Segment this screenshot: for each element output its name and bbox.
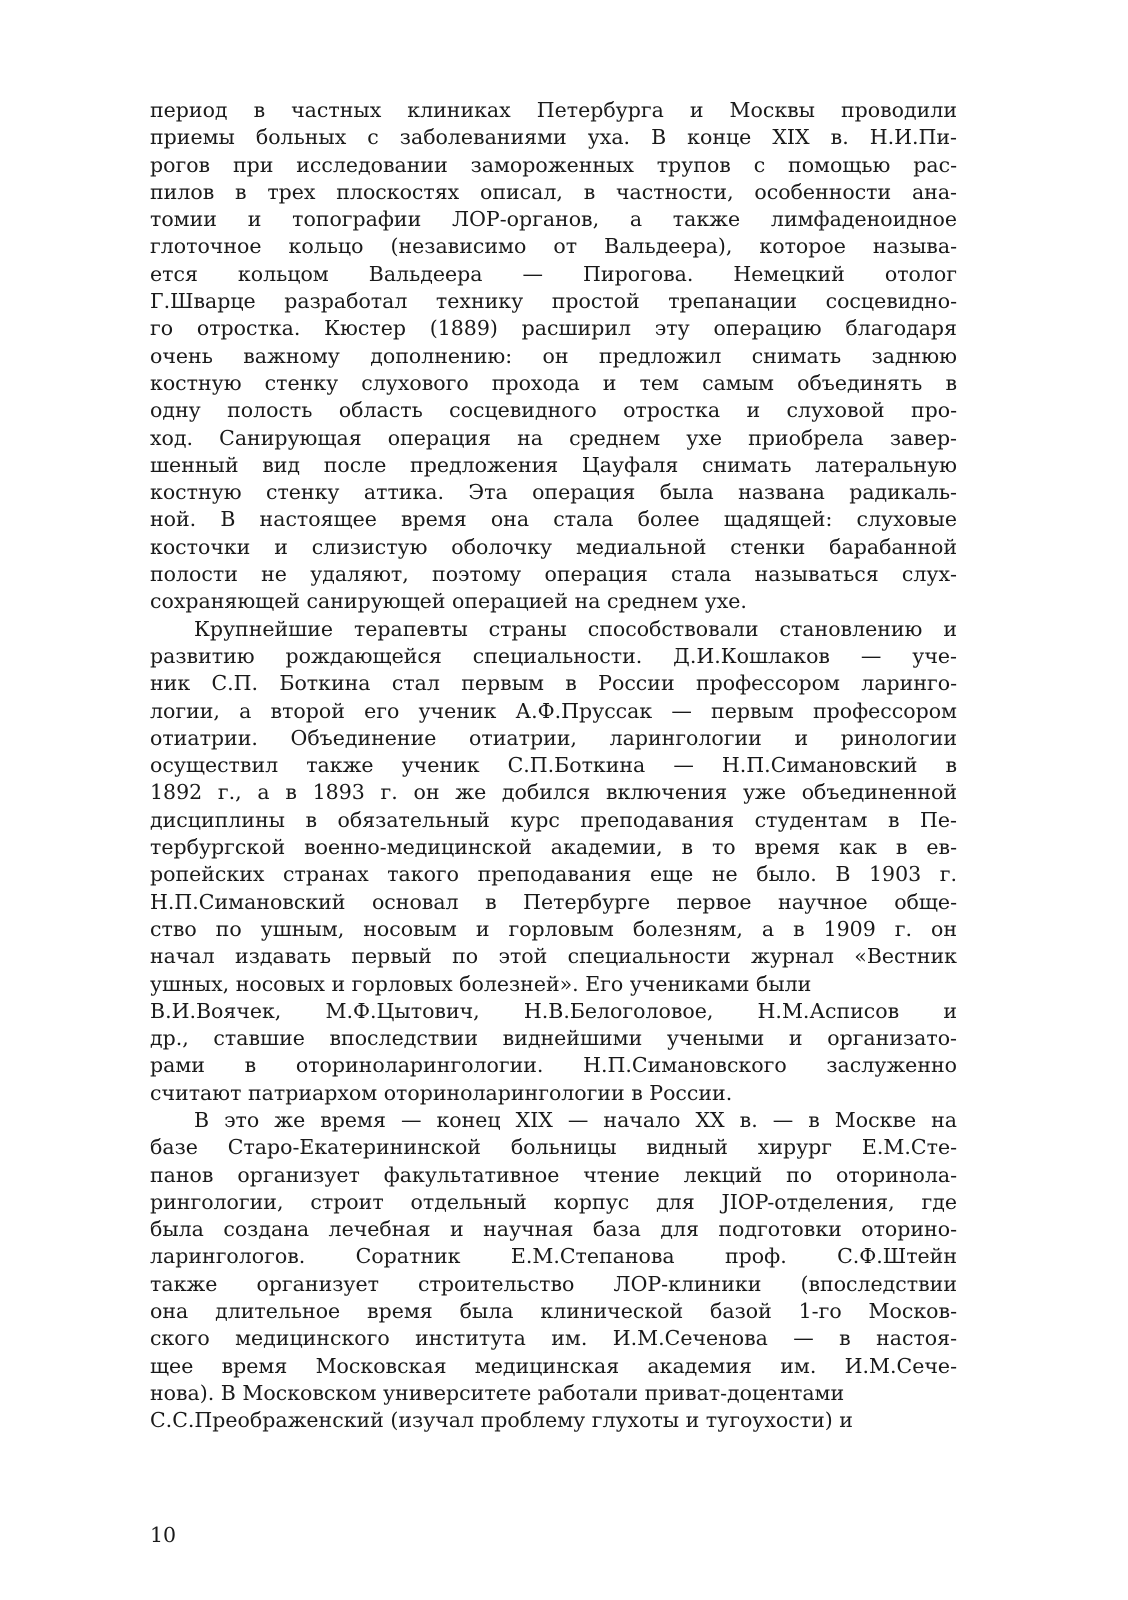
text-line: томии и топографии ЛОР-органов, а также лимфаденоидное [150, 207, 957, 232]
text-line: ной. В настоящее время она стала более щадящей: слуховые [150, 507, 957, 532]
text-line: полости не удаляют, поэтому операция стала называться слух- [150, 562, 957, 587]
text-line: приемы больных с заболеваниями уха. В конце XIX в. Н.И.Пи- [150, 125, 957, 150]
text-line: панов организует факультативное чтение лекций по оторинола- [150, 1162, 957, 1187]
text-line: косточки и слизистую оболочку медиальной стенки барабанной [150, 534, 957, 559]
text-line: рогов при исследовании замороженных трупов с помощью рас- [150, 152, 957, 177]
text-line: начал издавать первый по этой специальности журнал «Вестник [150, 944, 957, 969]
text-line: ского медицинского института им. И.М.Сеченова — в настоя- [150, 1326, 957, 1351]
text-line: очень важному дополнению: он предложил снимать заднюю [150, 343, 957, 368]
text-line: считают патриархом оториноларингологии в России. [150, 1080, 733, 1105]
text-line: го отростка. Кюстер (1889) расширил эту операцию благодаря [150, 316, 957, 341]
text-line: ларингологов. Соратник Е.М.Степанова проф. С.Ф.Штейн [150, 1244, 957, 1269]
text-line: дисциплины в обязательный курс преподавания студентам в Пе- [150, 807, 957, 832]
text-line: В это же время — конец XIX — начало XX в. — в Москве на [194, 1107, 957, 1132]
text-line: период в частных клиниках Петербурга и Москвы проводили [150, 98, 957, 122]
text-line: ход. Санирующая операция на среднем ухе приобрела завер- [150, 425, 957, 450]
text-line: др., ставшие впоследствии виднейшими учеными и организато- [150, 1026, 957, 1051]
text-line: осуществил также ученик С.П.Боткина — Н.П.Симановский в [150, 753, 957, 778]
text-line: костную стенку слухового прохода и тем самым объединять в [150, 370, 957, 395]
text-line: пилов в трех плоскостях описал, в частности, особенности ана- [150, 179, 957, 204]
paragraph [150, 616, 957, 1107]
text-line: рами в оториноларингологии. Н.П.Симановского заслуженно [150, 1053, 957, 1078]
text-line: она длительное время была клинической базой 1-го Москов- [150, 1299, 957, 1324]
text-line: была создана лечебная и научная база для подготовки оторино- [150, 1217, 957, 1242]
text-line: развитию рождающейся специальности. Д.И.Кошлаков — уче- [150, 643, 957, 668]
text-line: ник С.П. Боткина стал первым в России профессором ларинго- [150, 671, 957, 696]
text-line: ство по ушным, носовым и горловым болезням, а в 1909 г. он [150, 916, 957, 941]
text-line: В.И.Воячек, М.Ф.Цытович, Н.В.Белоголовое, Н.М.Асписов и [150, 998, 957, 1023]
paragraph [150, 97, 957, 616]
text-line: Крупнейшие терапевты страны способствовали становлению и [194, 616, 957, 641]
page-number: 10 [150, 1523, 177, 1547]
text-line: ропейских странах такого преподавания еще не было. В 1903 г. [150, 862, 957, 887]
text-line: ется кольцом Вальдеера — Пирогова. Немецкий отолог [150, 261, 957, 286]
text-line: костную стенку аттика. Эта операция была названа радикаль- [150, 480, 957, 505]
text-line: С.С.Преображенский (изучал проблему глухоты и тугоухости) и [150, 1408, 853, 1433]
text-line: щее время Московская медицинская академия им. И.М.Сече- [150, 1353, 957, 1378]
text-line: также организует строительство ЛОР-клиники (впоследствии [150, 1271, 957, 1296]
text-line: рингологии, строит отдельный корпус для JIOP-отделения, где [150, 1189, 957, 1214]
text-line: 1892 г., а в 1893 г. он же добился включения уже объединенной [150, 780, 957, 805]
text-line: Н.П.Симановский основал в Петербурге первое научное обще- [150, 889, 957, 914]
text-line: Г.Шварце разработал технику простой трепанации сосцевидно- [150, 289, 957, 314]
text-line: глоточное кольцо (независимо от Вальдеера), которое называ- [150, 234, 957, 259]
text-line: логии, а второй его ученик А.Ф.Пруссак — первым профессором [150, 698, 957, 723]
text-line: тербургской военно-медицинской академии, в то время как в ев- [150, 835, 957, 860]
text-line: шенный вид после предложения Цауфаля снимать латеральную [150, 452, 957, 477]
text-line: базе Старо-Екатерининской больницы видный хирург Е.М.Сте- [150, 1135, 957, 1160]
paragraph [150, 1107, 957, 1435]
text-line: ушных, носовых и горловых болезней». Его учениками были [150, 971, 812, 996]
body-text [150, 97, 957, 1435]
text-line: сохраняющей санирующей операцией на среднем ухе. [150, 589, 747, 614]
text-line: одну полость область сосцевидного отростка и слуховой про- [150, 398, 957, 423]
text-line: нова). В Московском университете работали приват-доцентами [150, 1380, 845, 1405]
text-line: отиатрии. Объединение отиатрии, ларингологии и ринологии [150, 725, 957, 750]
